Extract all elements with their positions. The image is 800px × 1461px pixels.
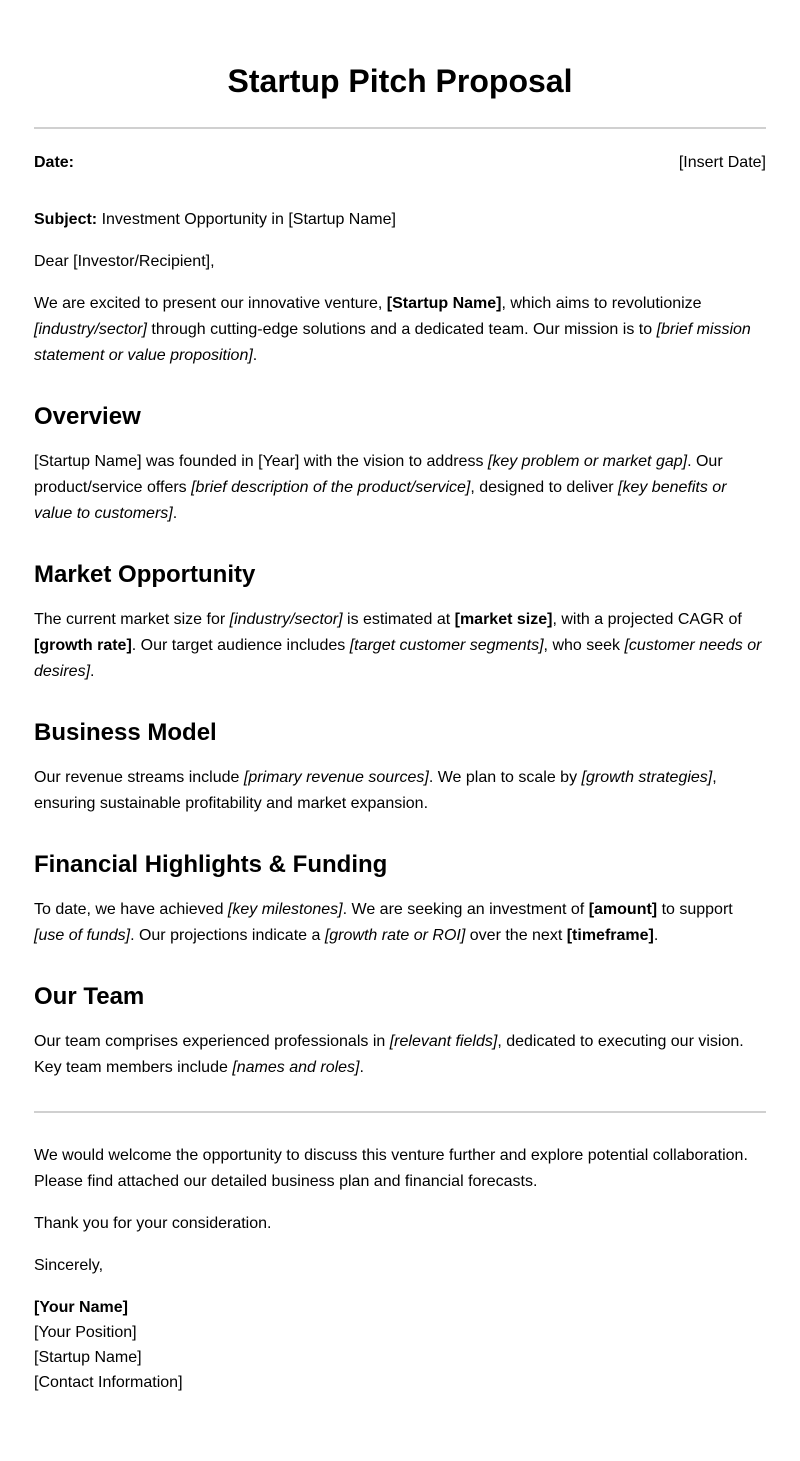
financial-use-of-funds: [use of funds]: [34, 927, 131, 944]
market-paragraph: [34, 607, 766, 685]
financial-text-3: to support: [657, 901, 733, 918]
thanks-line: Thank you for your consideration.: [34, 1215, 272, 1232]
team-members: [names and roles]: [232, 1059, 360, 1076]
financial-amount: [amount]: [588, 901, 658, 918]
overview-heading: Overview: [34, 403, 141, 430]
overview-text-2: . Our product/service offers: [34, 453, 723, 496]
business-paragraph: [34, 765, 766, 817]
signature-position: [Your Position]: [34, 1324, 137, 1341]
market-needs: [customer needs or desires]: [34, 637, 762, 680]
financial-text-5: over the next: [465, 927, 567, 944]
signature-block: [34, 1295, 766, 1395]
financial-timeframe: [timeframe]: [566, 927, 654, 944]
date-value: [Insert Date]: [678, 154, 766, 171]
intro-text-1: We are excited to present our innovative venture,: [34, 295, 387, 312]
market-text-1: The current market size for: [34, 611, 230, 628]
page-title: Startup Pitch Proposal: [227, 63, 573, 99]
overview-benefits: [key benefits or value to customers]: [34, 479, 727, 522]
overview-text-1: [Startup Name] was founded in [Year] with the vision to address: [34, 453, 488, 470]
intro-text-2: , which aims to revolutionize: [501, 295, 702, 312]
team-text-1: Our team comprises experienced professionals in: [34, 1033, 390, 1050]
market-text-5: , who seek: [543, 637, 625, 654]
market-text-2: is estimated at: [342, 611, 455, 628]
financial-text-1: To date, we have achieved: [34, 901, 228, 918]
subject-label: Subject:: [34, 211, 98, 228]
closing-paragraph: We would welcome the opportunity to discuss this venture further and explore potential collaboration. Please find attached our detailed business plan and financial forecasts.: [34, 1147, 748, 1190]
financial-text-4: . Our projections indicate a: [130, 927, 325, 944]
intro-mission: [brief mission statement or value proposition]: [34, 321, 751, 364]
financial-milestones: [key milestones]: [227, 901, 343, 918]
date-label: Date:: [34, 154, 75, 171]
business-heading: Business Model: [34, 719, 217, 746]
intro-text-3: through cutting-edge solutions and a dedicated team. Our mission is to: [146, 321, 657, 338]
business-revenue-sources: [primary revenue sources]: [243, 769, 429, 786]
market-industry: [industry/sector]: [229, 611, 343, 628]
intro-startup-name: [Startup Name]: [386, 295, 502, 312]
financial-roi: [growth rate or ROI]: [324, 927, 466, 944]
signature-company: [Startup Name]: [34, 1349, 142, 1366]
sign-off: Sincerely,: [34, 1257, 104, 1274]
document-page: [34, 0, 766, 1395]
intro-paragraph: [34, 291, 766, 369]
greeting: Dear [Investor/Recipient],: [34, 253, 215, 270]
overview-problem: [key problem or market gap]: [487, 453, 688, 470]
subject-value: Investment Opportunity in [Startup Name]: [97, 211, 396, 228]
overview-product: [brief description of the product/service]: [191, 479, 471, 496]
market-segments: [target customer segments]: [349, 637, 544, 654]
subject-line: [34, 207, 766, 233]
financial-text-2: . We are seeking an investment of: [342, 901, 589, 918]
business-text-2: . We plan to scale by: [428, 769, 582, 786]
financial-paragraph: [34, 897, 766, 949]
signature-contact: [Contact Information]: [34, 1374, 183, 1391]
team-paragraph: [34, 1029, 766, 1081]
market-text-3: , with a projected CAGR of: [552, 611, 742, 628]
financial-text-6: .: [653, 927, 659, 944]
overview-text-4: .: [172, 505, 178, 522]
business-text-3: , ensuring sustainable profitability and market expansion.: [34, 769, 717, 812]
overview-text-3: , designed to deliver: [470, 479, 619, 496]
footer-divider: [34, 1111, 766, 1113]
intro-industry: [industry/sector]: [34, 321, 147, 338]
header-divider: [34, 127, 766, 129]
intro-text-4: .: [252, 347, 258, 364]
overview-paragraph: [34, 449, 766, 527]
market-heading: Market Opportunity: [34, 561, 256, 588]
team-text-2: , dedicated to executing our vision. Key team members include: [34, 1033, 744, 1076]
team-heading: Our Team: [34, 983, 145, 1010]
business-growth-strategies: [growth strategies]: [581, 769, 713, 786]
market-growth-rate: [growth rate]: [34, 637, 132, 654]
business-text-1: Our revenue streams include: [34, 769, 244, 786]
market-text-6: .: [90, 663, 95, 680]
team-text-3: .: [359, 1059, 364, 1076]
market-size: [market size]: [454, 611, 553, 628]
market-text-4: . Our target audience includes: [131, 637, 350, 654]
financial-heading: Financial Highlights & Funding: [34, 851, 388, 878]
signature-name: [Your Name]: [34, 1299, 128, 1316]
date-row: [34, 151, 766, 175]
team-fields: [relevant fields]: [389, 1033, 498, 1050]
